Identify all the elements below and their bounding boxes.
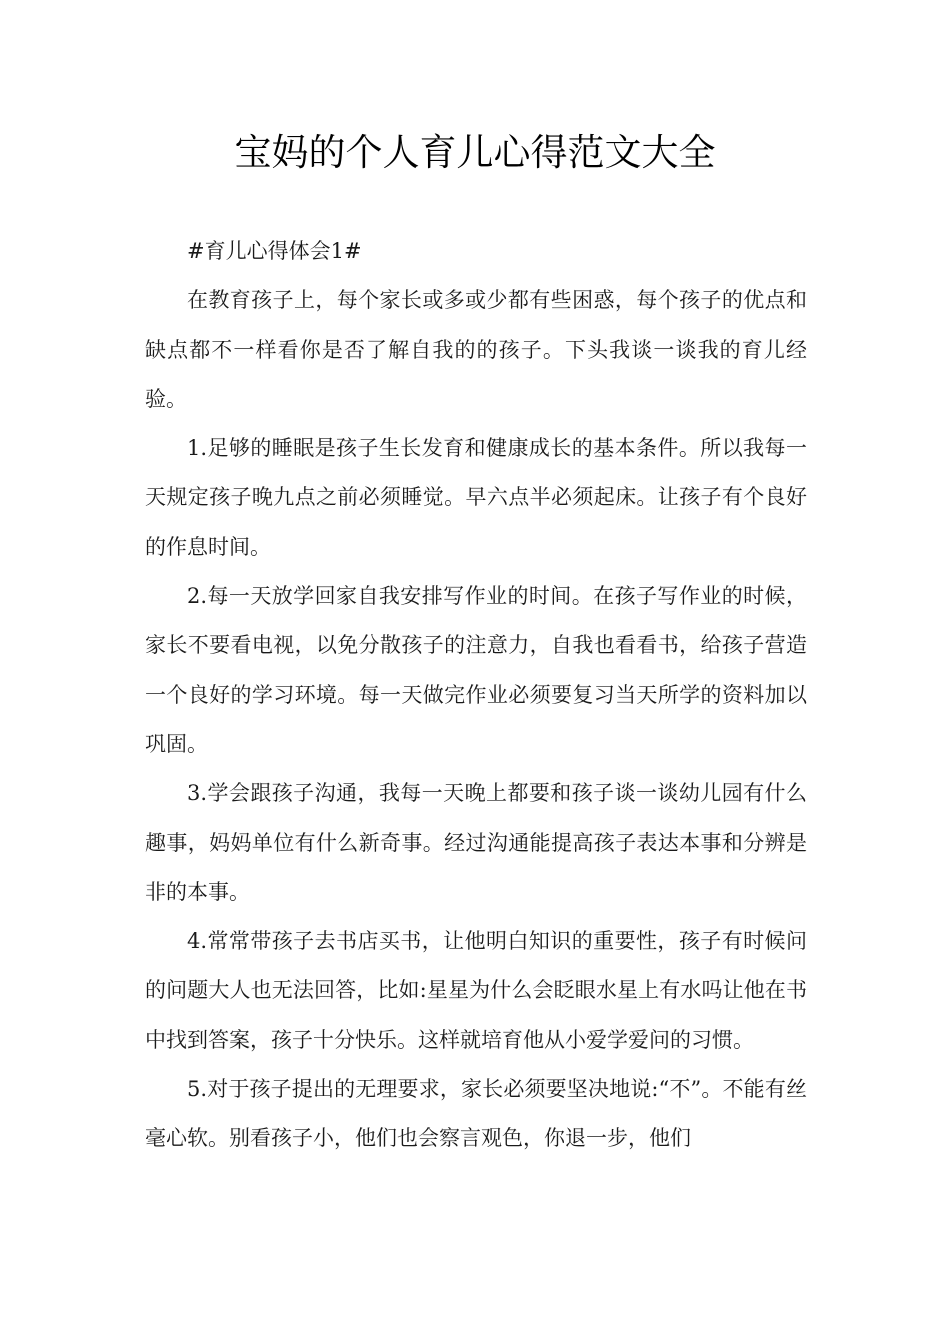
body-paragraph: 在教育孩子上，每个家长或多或少都有些困惑，每个孩子的优点和缺点都不一样看你是否了解自我的的孩子。下头我谈一谈我的育儿经验。 <box>145 288 807 411</box>
section-heading: #育儿心得体会1# <box>187 239 362 263</box>
body-paragraph: 2.每一天放学回家自我安排写作业的时间。在孩子写作业的时候，家长不要看电视，以免分散孩子的注意力，自我也看看书，给孩子营造一个良好的学习环境。每一天做完作业必须要复习当天所学的资料加以巩固。 <box>145 584 807 756</box>
body-paragraph: 5.对于孩子提出的无理要求，家长必须要坚决地说:“不”。不能有丝毫心软。别看孩子小，他们也会察言观色，你退一步，他们 <box>145 1077 807 1151</box>
body-paragraph: 4.常常带孩子去书店买书，让他明白知识的重要性，孩子有时候问的问题大人也无法回答，比如:星星为什么会眨眼水星上有水吗让他在书中找到答案，孩子十分快乐。这样就培育他从小爱学爱问的习惯。 <box>145 929 807 1052</box>
document-title: 宝妈的个人育儿心得范文大全 <box>234 131 716 174</box>
document-body <box>145 227 807 1164</box>
body-paragraph: 3.学会跟孩子沟通，我每一天晚上都要和孩子谈一谈幼儿园有什么趣事，妈妈单位有什么新奇事。经过沟通能提高孩子表达本事和分辨是非的本事。 <box>145 781 807 904</box>
body-paragraph: 1.足够的睡眠是孩子生长发育和健康成长的基本条件。所以我每一天规定孩子晚九点之前必须睡觉。早六点半必须起床。让孩子有个良好的作息时间。 <box>145 436 807 559</box>
